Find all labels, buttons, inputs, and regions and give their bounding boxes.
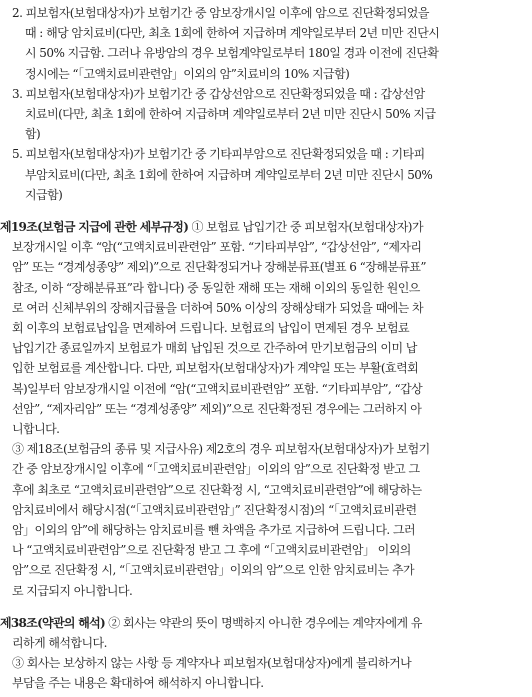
- item3-line-2: 치료비(다만, 최초 1회에 한하여 지급하며 계약일로부터 2년 미만 진단시 50% 지급: [25, 107, 436, 121]
- article19-line-16: 암」이외의 암”에 해당하는 암치료비를 뺀 차액을 추가로 지급하여 드립니다. 그러: [12, 523, 416, 537]
- item5-line-1: 5. 피보험자(보험대상자)가 보험기간 중 기타피부암으로 진단확정되었을 때 : 기타피: [12, 147, 425, 162]
- item3-line-1: 3. 피보험자(보험대상자)가 보험기간 중 갑상선암으로 진단확정되었을 때 : 갑상선암: [12, 86, 425, 101]
- article19-first-text: ① 보험료 납입기간 중 피보험자(보험대상자)가: [188, 220, 423, 234]
- article38-heading: 제38조(약관의 해석): [0, 615, 105, 630]
- article19-line-4: 참조, 이하 “장해분류표”라 합니다) 중 동일한 재해 또는 재해 이외의 동일한 원인으: [12, 280, 420, 295]
- item2-line-1: 2. 피보험자(보험대상자)가 보험기간 중 암보장개시일 이후에 암으로 진단확정되었을: [12, 6, 429, 20]
- article19-line-1: [0, 217, 423, 237]
- item2-line-3: 시 50% 지급함. 그러나 유방암의 경우 보험계약일로부터 180일 경과 이전에 진단확: [25, 46, 439, 61]
- article19-line-14: 후에 최초로 “고액치료비관련암”으로 진단확정 시, “고액치료비관련암”에 해당하는: [12, 482, 422, 497]
- article19-heading: 제19조(보험금 지급에 관한 세부규정): [0, 220, 189, 234]
- article38-line-3: ③ 회사는 보상하지 않는 사항 등 계약자나 피보험자(보험대상자)에게 불리하거나: [12, 656, 412, 671]
- article19-line-13: 간 중 암보장개시일 이후에 “「고액치료비관련암」이외의 암”으로 진단확정 받고 그: [12, 462, 420, 477]
- article38-first-text: ② 회사는 약관의 뜻이 명백하지 아니한 경우에는 계약자에게 유: [104, 615, 422, 630]
- article19-line-15: 암치료비에서 해당시점(“「고액치료비관련암」” 진단확정시점)의 “「고액치료비관련: [12, 502, 417, 517]
- article19-line-2: 보장개시일 이후 “암(“고액치료비관련암” 포함. “기타피부암”, “갑상선암”, “제자리: [12, 240, 422, 255]
- article19-line-9: 복)일부터 암보장개시일 이전에 “암(“고액치료비관련암” 포함. “기타피부암”, “갑상: [12, 381, 423, 396]
- article19-line-17: 나 “고액치료비관련암”으로 진단확정 받고 그 후에 “「고액치료비관련암」 이외의: [12, 543, 411, 558]
- article38-line-1: [0, 613, 422, 633]
- article19-line-18: 암”으로 진단확정 시, “「고액치료비관련암」이외의 암”으로 인한 암치료비는 추가: [12, 563, 415, 578]
- article38-line-2: 리하게 해석합니다.: [12, 636, 107, 650]
- item2-line-2: 때 : 해당 암치료비(다만, 최초 1회에 한하여 지급하며 계약일로부터 2년 미만 진단시: [25, 26, 440, 41]
- item2-line-4: 정시에는 “「고액치료비관련암」이외의 암”치료비의 10% 지급함): [25, 66, 350, 81]
- article19-line-12: ③ 제18조(보험금의 종류 및 지급사유) 제2호의 경우 피보험자(보험대상자)가 보험기: [12, 442, 430, 457]
- article19-line-19: 로 지급되지 아니합니다.: [12, 583, 133, 598]
- item5-line-3: 지급함): [25, 187, 63, 202]
- item3-line-3: 함): [25, 127, 41, 142]
- article19-line-8: 입한 보험료를 계산합니다. 다만, 피보험자(보험대상자)가 계약일 또는 부활(효력회: [12, 361, 419, 376]
- article19-line-6: 회 이후의 보험료납입을 면제하여 드립니다. 보험료의 납입이 면제된 경우 보험료: [12, 321, 410, 335]
- item5-line-2: 부암치료비(다만, 최초 1회에 한하여 지급하며 계약일로부터 2년 미만 진단시 50%: [25, 167, 433, 182]
- article19-line-10: 선암”, “제자리암” 또는 “경계성종양” 제외)”으로 진단확정된 경우에는 그러하지 아: [12, 401, 422, 416]
- article19-line-5: 로 여러 신체부위의 장해지급률을 더하여 50% 이상의 장해상태가 되었을 때에는 차: [12, 300, 424, 315]
- article38-line-4: 부담을 주는 내용은 확대하여 해석하지 아니합니다.: [12, 676, 264, 691]
- article19-line-3: 암” 또는 “경계성종양” 제외)”으로 진단확정되거나 장해분류표(별표 6 “장해분류표”: [12, 260, 427, 275]
- article19-line-7: 납입기간 종료일까지 보험료가 매회 납입된 것으로 간주하여 만기보험금의 이미 납: [12, 341, 417, 356]
- article19-line-11: 니합니다.: [12, 422, 60, 436]
